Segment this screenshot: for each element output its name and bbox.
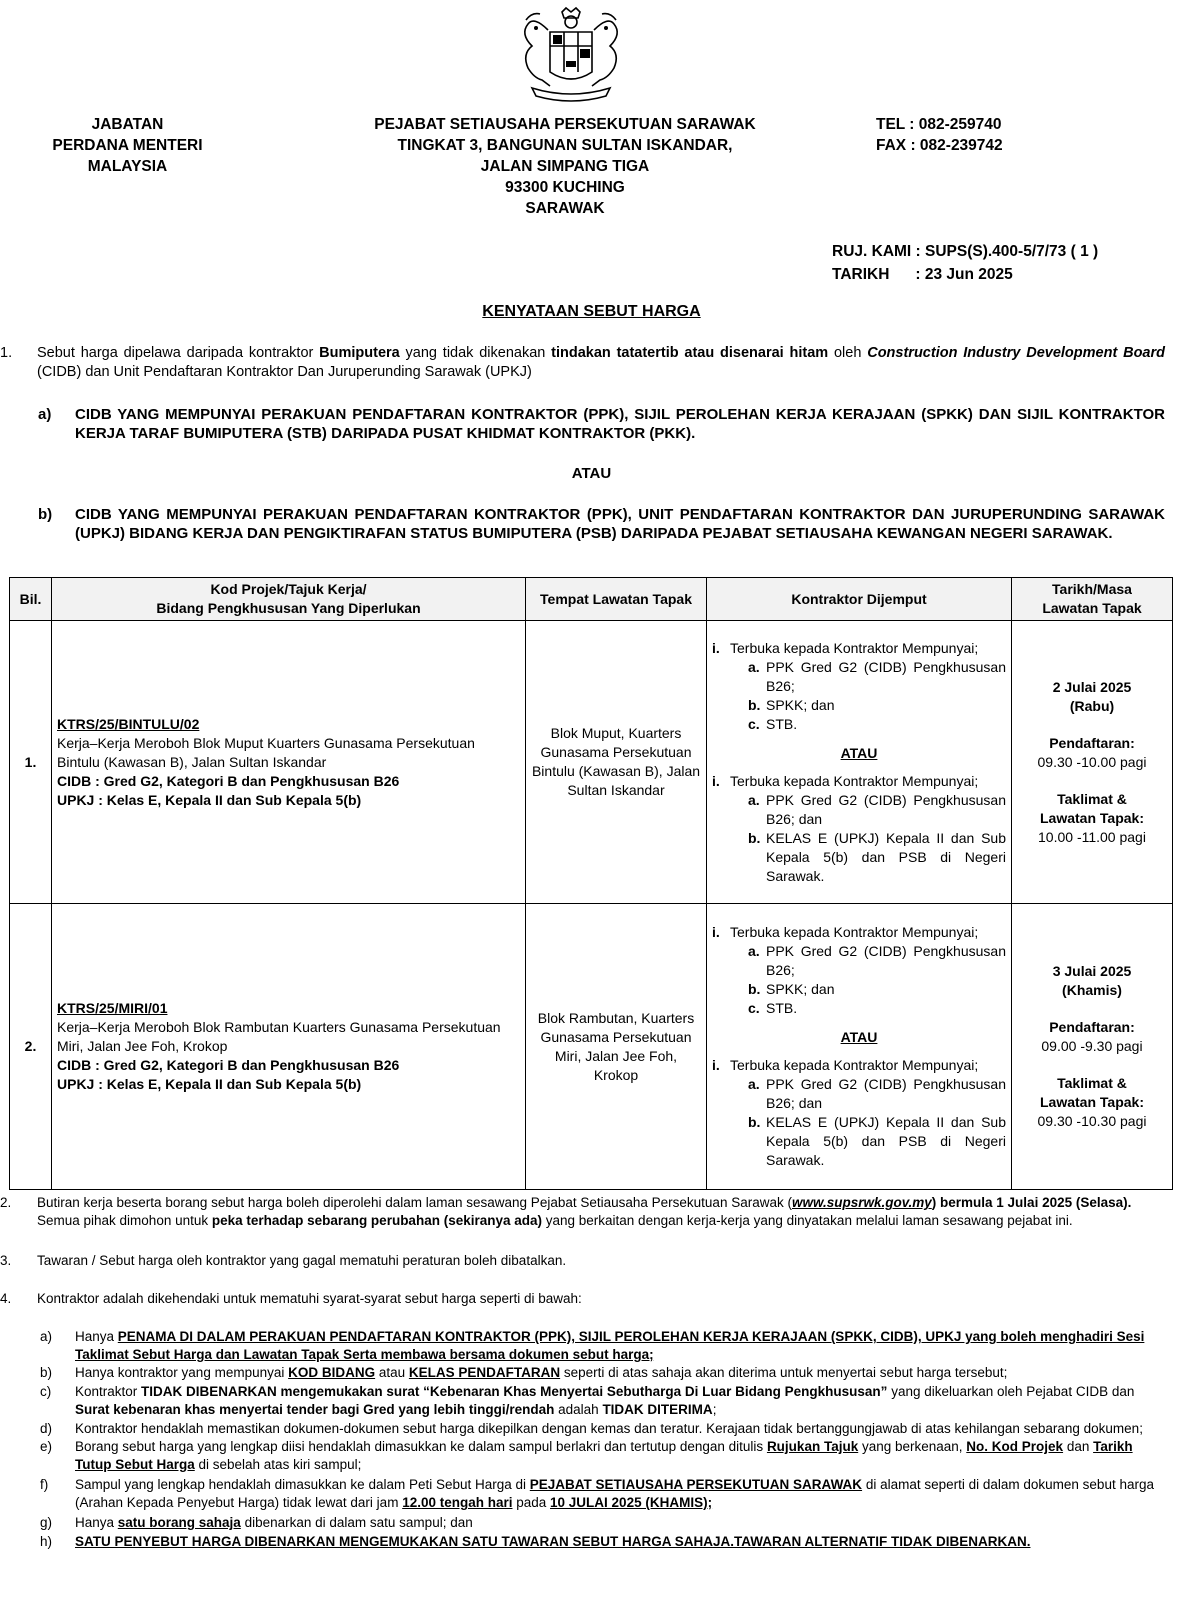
upkj-requirement: UPKJ : Kelas E, Kepala II dan Sub Kepala 5(b): [57, 791, 362, 808]
header-left-ministry: JABATAN PERDANA MENTERI MALAYSIA: [52, 116, 203, 175]
reference-block: [832, 240, 1098, 286]
row-bil: 1.: [10, 621, 52, 904]
row-project: [52, 621, 526, 904]
col-header-tarikh: Tarikh/Masa Lawatan Tapak: [1012, 578, 1173, 621]
date-line: TARIKH : 23 Jun 2025: [832, 266, 1013, 283]
cidb-requirement: CIDB : Gred G2, Kategori B dan Pengkhususan B26: [57, 1057, 400, 1073]
website-link[interactable]: www.supsrwk.gov.my: [791, 1195, 932, 1210]
paragraph-2: 2. Butiran kerja beserta borang sebut harga boleh diperolehi dalam laman sesawang Pejabat Setiausaha Persekutuan Sarawak (www.supsrwk.gov.my) bermula 1 Julai 2025 (Selasa). Semua pihak dimohon untuk peka terhadap sebarang perubahan (sekiranya ada) yang berkaitan dengan kerja-kerja yang dinyatakan melalui laman sesawang pejabat ini.: [0, 1195, 1132, 1228]
project-description: Kerja–Kerja Meroboh Blok Muput Kuarters Gunasama Persekutuan Bintulu (Kawasan B), Jalan Sultan Iskandar: [57, 734, 475, 770]
header-contact: [876, 114, 1003, 156]
cidb-requirement: CIDB : Gred G2, Kategori B dan Pengkhususan B26: [57, 772, 400, 789]
col-header-tempat: Tempat Lawatan Tapak: [526, 578, 707, 621]
quotation-table: [9, 577, 1173, 1190]
col-header-bil: Bil.: [10, 578, 52, 621]
atau-separator: ATAU: [571, 465, 612, 482]
project-code: KTRS/25/MIRI/01: [57, 1000, 168, 1016]
header-center-address: PEJABAT SETIAUSAHA PERSEKUTUAN SARAWAK TINGKAT 3, BANGUNAN SULTAN ISKANDAR, JALAN SIMPANG TIGA 93300 KUCHING SARAWAK: [374, 116, 756, 217]
row-visit-schedule: 3 Julai 2025 (Khamis) Pendaftaran: 09.00 -9.30 pagi Taklimat & Lawatan Tapak: 09.30 -10.30 pagi: [1012, 904, 1173, 1190]
paragraph-1: 1. Sebut harga dipelawa daripada kontraktor Bumiputera yang tidak dikenakan tindakan tatatertib atau disenarai hitam oleh Construction Industry Development Board (CIDB) dan Unit Pendaftaran Kontraktor Dan Juruperunding Sarawak (UPKJ): [0, 345, 1165, 380]
project-code: KTRS/25/BINTULU/02: [57, 715, 200, 732]
col-header-kod: Kod Projek/Tajuk Kerja/ Bidang Pengkhususan Yang Diperlukan: [52, 578, 526, 621]
page-title: KENYATAAN SEBUT HARGA: [482, 303, 701, 320]
row-site-location: Blok Rambutan, Kuarters Gunasama Persekutuan Miri, Jalan Jee Foh, Krokop: [526, 904, 707, 1190]
reference-number: RUJ. KAMI : SUPS(S).400-5/7/73 ( 1 ): [832, 243, 1099, 260]
row-contractor-criteria: i. Terbuka kepada Kontraktor Mempunyai; a. PPK Gred G2 (CIDB) Pengkhususan B26; b. SPKK; dan c. STB. ATAU i. Terbuka kepada Kontraktor Mempunyai; a. PPK Gred G2 (CIDB) Pengkhususan B26; dan b. KELAS E (UPKJ) Kepala II dan Sub Kepala 5(b) dan PSB di Negeri Sarawak.: [707, 621, 1012, 904]
project-description: Kerja–Kerja Meroboh Blok Rambutan Kuarters Gunasama Persekutuan Miri, Jalan Jee Foh, Krokop: [57, 1019, 501, 1054]
conditions-list: a) Hanya PENAMA DI DALAM PERAKUAN PENDAFTARAN KONTRAKTOR (PPK), SIJIL PEROLEHAN KERJA KERAJAAN (SPKK, CIDB), UPKJ yang boleh menghadiri Sesi Taklimat Sebut Harga dan Lawatan Tapak Serta membawa bersama dokumen sebut harga; b) Hanya kontraktor yang mempunyai KOD BIDANG atau KELAS PENDAFTARAN seperti di atas sahaja akan diterima untuk menyertai sebut harga tersebut; c) Kontraktor TIDAK DIBENARKAN mengemukakan surat “Kebenaran Khas Menyertai Sebutharga Di Luar Bidang Pengkhususan” yang dikeluarkan oleh Pejabat CIDB dan Surat kebenaran khas menyertai tender bagi Gred yang lebih tinggi/rendah adalah TIDAK DITERIMA; d) Kontraktor hendaklah memastikan dokumen-dokumen sebut harga dikepilkan dengan kemas dan teratur. Kerajaan tidak bertanggungjawab di atas kehilangan sebarang dokumen; e) Borang sebut harga yang lengkap diisi hendaklah dimasukkan ke dalam sampul berlakri dan tertutup dengan ditulis Rujukan Tajuk yang berkenaan, No. Kod Projek dan Tarikh Tutup Sebut Harga di sebelah atas kiri sampul; f) Sampul yang lengkap hendaklah dimasukkan ke dalam Peti Sebut Harga di PEJABAT SETIAUSAHA PERSEKUTUAN SARAWAK di alamat seperti di dalam dokumen sebut harga (Arahan Kepada Penyebut Harga) tidak lewat dari jam 12.00 tengah hari pada 10 JULAI 2025 (KHAMIS); g) Hanya satu borang sahaja dibenarkan di dalam satu sampul; dan h) SATU PENYEBUT HARGA DIBENARKAN MENGEMUKAKAN SATU TAWARAN SEBUT HARGA SAHAJA.TAWARAN ALTERNATIF TIDAK DIBENARKAN.: [40, 1329, 1154, 1549]
upkj-requirement: UPKJ : Kelas E, Kepala II dan Sub Kepala 5(b): [57, 1076, 362, 1092]
row-project: [52, 904, 526, 1190]
col-header-kontraktor: Kontraktor Dijemput: [707, 578, 1012, 621]
table-row: [10, 904, 1173, 1190]
row-contractor-criteria: i. Terbuka kepada Kontraktor Mempunyai; a. PPK Gred G2 (CIDB) Pengkhususan B26; b. SPKK; dan c. STB. ATAU i. Terbuka kepada Kontraktor Mempunyai; a. PPK Gred G2 (CIDB) Pengkhususan B26; dan b. KELAS E (UPKJ) Kepala II dan Sub Kepala 5(b) dan PSB di Negeri Sarawak.: [707, 904, 1012, 1190]
coat-of-arms-crest: [512, 6, 630, 108]
row-visit-schedule: 2 Julai 2025 (Rabu) Pendaftaran: 09.30 -10.00 pagi Taklimat & Lawatan Tapak: 10.00 -11.00 pagi: [1012, 621, 1173, 904]
fax-number: FAX : 082-239742: [876, 137, 1003, 154]
row-site-location: Blok Muput, Kuarters Gunasama Persekutuan Bintulu (Kawasan B), Jalan Sultan Iskandar: [526, 621, 707, 904]
table-header-row: [10, 578, 1173, 621]
table-row: [10, 621, 1173, 904]
tel-number: TEL : 082-259740: [876, 116, 1002, 133]
row-bil: 2.: [10, 904, 52, 1190]
